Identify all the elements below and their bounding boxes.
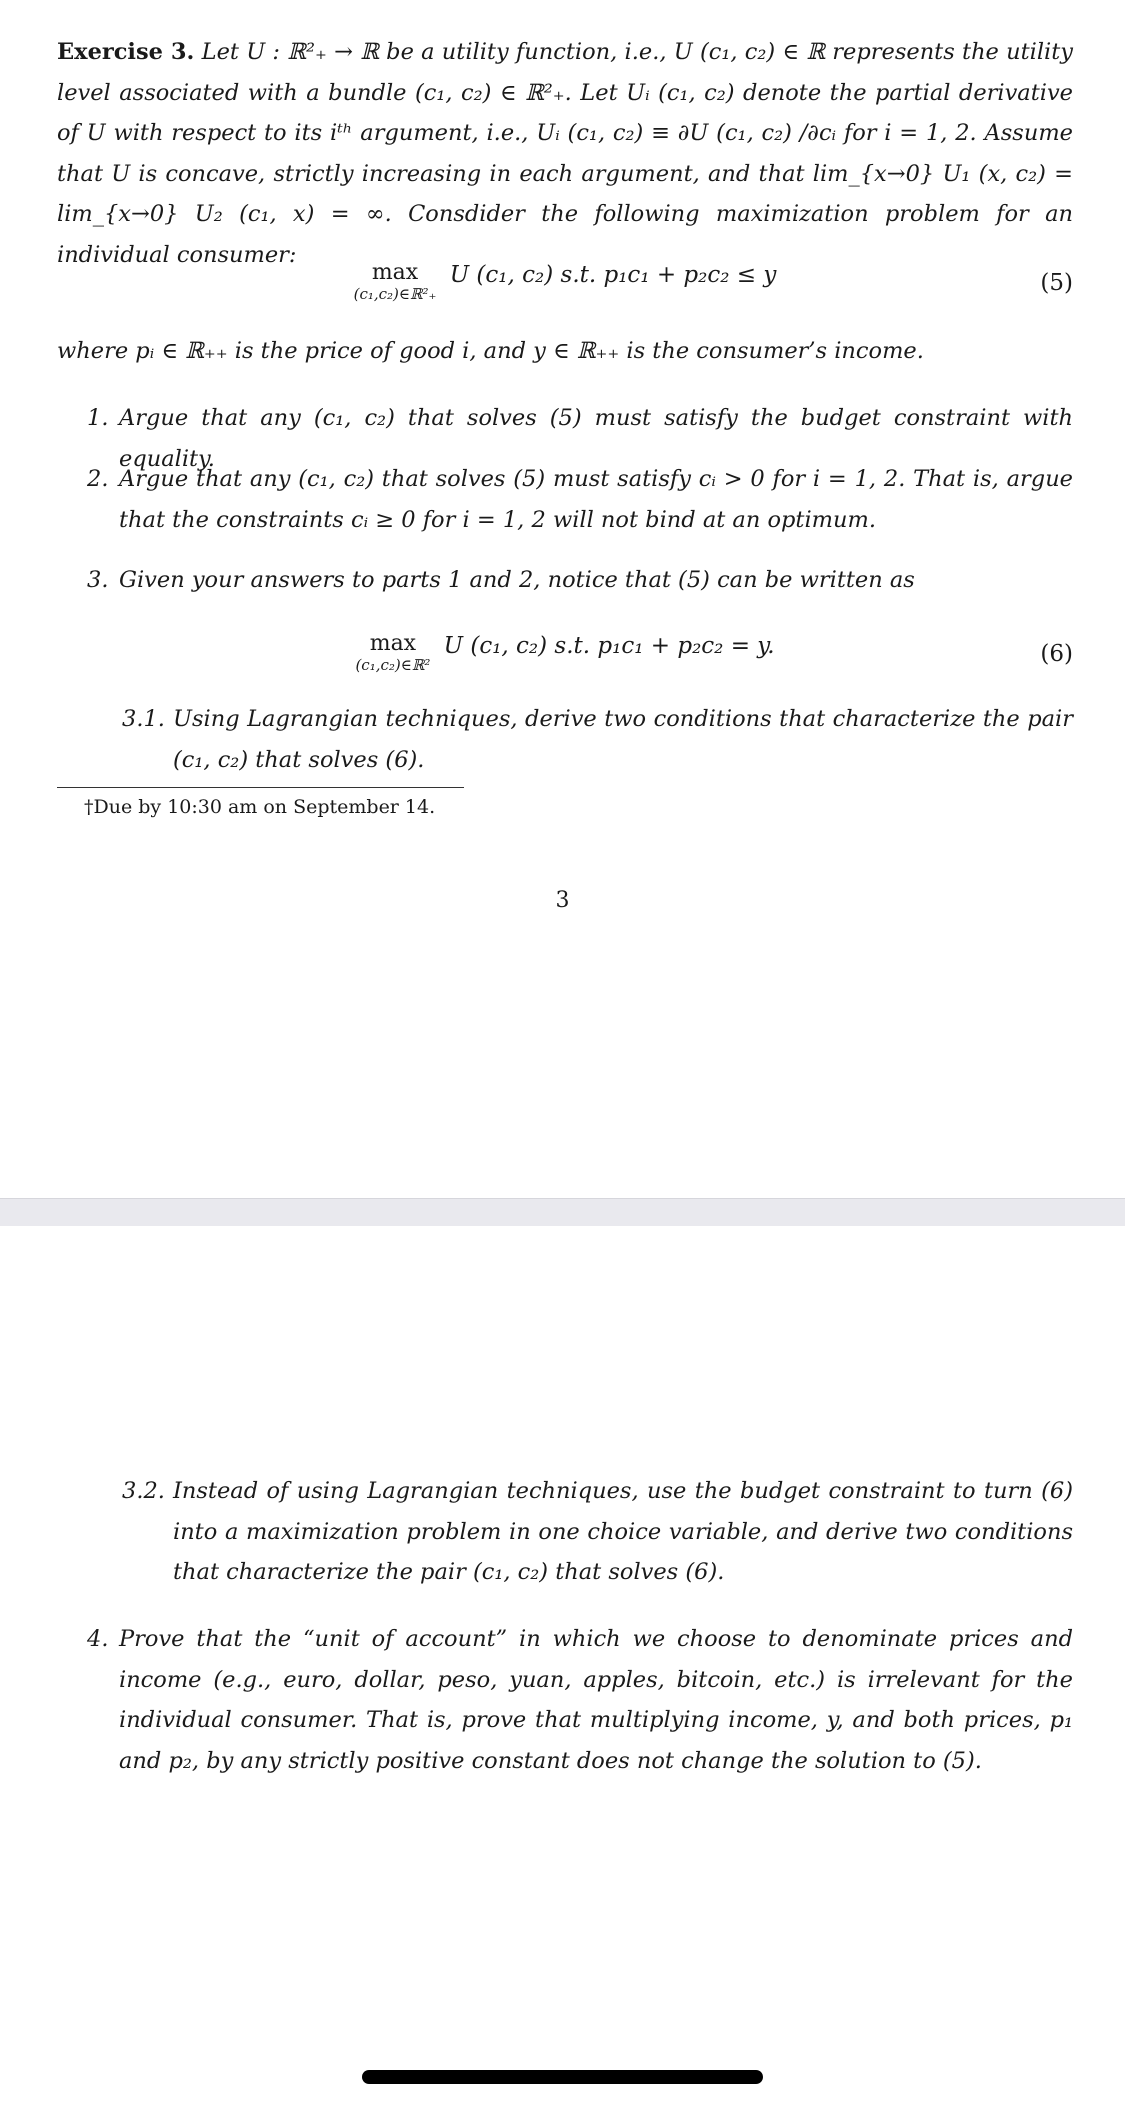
max-operator: max (c₁,c₂)∈ℝ²₊: [353, 260, 437, 303]
exercise-intro: [57, 32, 1073, 275]
max-subscript: (c₁,c₂)∈ℝ²₊: [353, 285, 437, 303]
item-3-1-label: 3.1.: [122, 706, 165, 732]
item-4-text: Prove that the “unit of account” in which we choose to denominate prices and income (e.g., euro, dollar, peso, yuan, apples, bitcoin, etc.) is irrelevant for the individual consumer. That is, prove that multiplying income, y, and both prices, p₁ and p₂, by any strictly positive constant does not change the solution to (5).: [119, 1626, 1073, 1774]
where-line: where pᵢ ∈ ℝ₊₊ is the price of good i, and y ∈ ℝ₊₊ is the consumer’s income.: [57, 338, 924, 364]
max-subscript: (c₁,c₂)∈ℝ²: [355, 656, 431, 674]
item-3-2-label: 3.2.: [122, 1478, 165, 1504]
exercise-intro-text: Let U : ℝ²₊ → ℝ be a utility function, i.e., U (c₁, c₂) ∈ ℝ represents the utility level associated with a bundle (c₁, c₂) ∈ ℝ²₊. Let Uᵢ (c₁, c₂) denote the partial derivative of U with respect to its iᵗʰ argument, i.e., Uᵢ (c₁, c₂) ≡ ∂U (c₁, c₂) /∂cᵢ for i = 1, 2. Assume that U is concave, strictly increasing in each argument, and that lim_{x→0} U₁ (x, c₂) = lim_{x→0} U₂ (c₁, x) = ∞. Consdider the following maximization problem for an individual consumer:: [57, 39, 1073, 268]
equation-number: (6): [1040, 641, 1073, 667]
exercise-heading: Exercise 3.: [57, 39, 195, 65]
footnote: †Due by 10:30 am on September 14.: [84, 796, 436, 818]
max-operator: max (c₁,c₂)∈ℝ²: [355, 631, 431, 674]
exercise-paragraph: [57, 32, 1073, 275]
page-separator: [0, 1198, 1125, 1228]
equation-body: U (c₁, c₂) s.t. p₁c₁ + p₂c₂ = y.: [443, 633, 775, 659]
item-1-label: 1.: [87, 405, 109, 431]
item-3-label: 3.: [87, 567, 109, 593]
equation-5: [57, 262, 1073, 322]
page-number: 3: [555, 888, 570, 913]
item-2-label: 2.: [87, 466, 109, 492]
item-1-text: Argue that any (c₁, c₂) that solves (5) must satisfy the budget constraint with equality.: [119, 405, 1073, 472]
equation-number: (5): [1040, 270, 1073, 296]
equation-6: [57, 633, 1073, 693]
footnote-rule: [57, 787, 464, 788]
home-indicator[interactable]: [362, 2070, 763, 2084]
item-3-text: Given your answers to parts 1 and 2, notice that (5) can be written as: [119, 567, 915, 593]
item-4-label: 4.: [87, 1626, 109, 1652]
equation-body: U (c₁, c₂) s.t. p₁c₁ + p₂c₂ ≤ y: [449, 262, 777, 288]
item-2-text: Argue that any (c₁, c₂) that solves (5) must satisfy cᵢ > 0 for i = 1, 2. That is, argue that the constraints cᵢ ≥ 0 for i = 1, 2 will not bind at an optimum.: [119, 466, 1073, 533]
item-3-2-text: Instead of using Lagrangian techniques, use the budget constraint to turn (6) into a maximization problem in one choice variable, and derive two conditions that characterize the pair (c₁, c₂) that solves (6).: [173, 1478, 1073, 1585]
page-2: [0, 1226, 1125, 2111]
item-3-1-text: Using Lagrangian techniques, derive two conditions that characterize the pair (c₁, c₂) that solves (6).: [173, 706, 1073, 773]
